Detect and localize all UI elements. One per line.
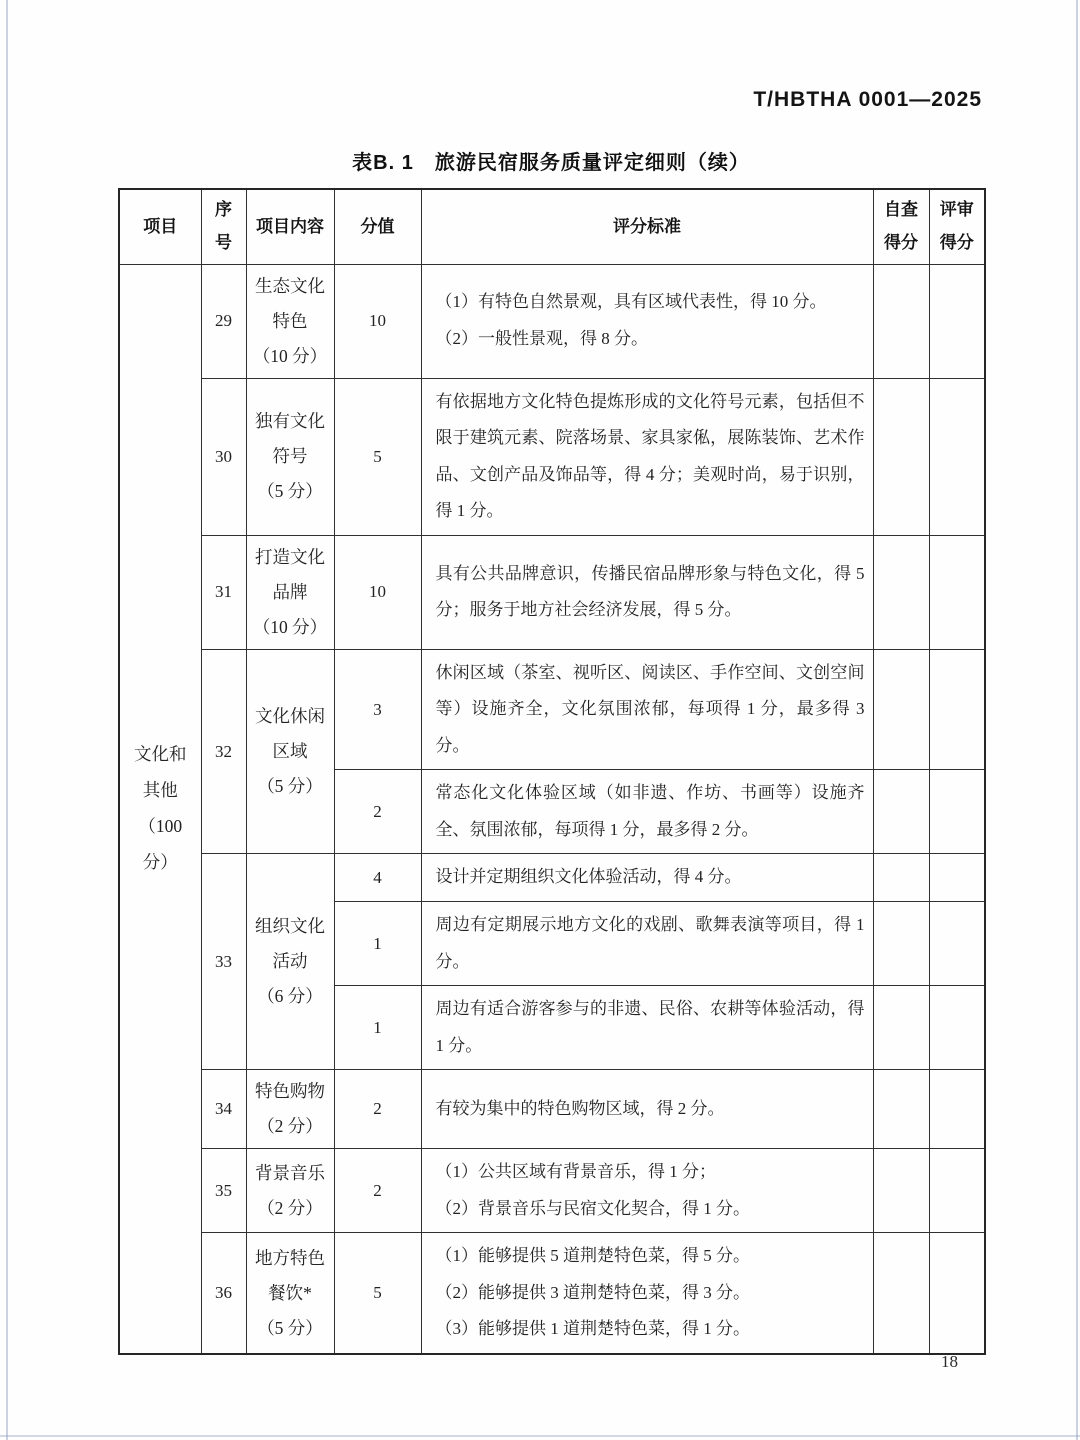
- criteria-item: 有依据地方文化特色提炼形成的文化符号元素，包括但不限于建筑元素、院落场景、家具家俬，展陈装饰、艺术作品、文创产品及饰品等，得 4 分；美观时尚，易于识别，得 1 分。: [435, 391, 865, 521]
- seq-cell: 31: [201, 535, 246, 649]
- col-header-score: [334, 189, 421, 264]
- table-row: [119, 264, 985, 378]
- self-score-cell: [873, 264, 929, 378]
- self-score-cell: [873, 854, 929, 902]
- table-row: [119, 649, 985, 770]
- score-cell: 10: [334, 264, 421, 378]
- category-cell: [119, 264, 201, 1354]
- content-line: （10 分）: [252, 345, 328, 366]
- review-score-cell: [929, 986, 985, 1070]
- criteria-item: 具有公共品牌意识，传播民宿品牌形象与特色文化，得 5 分；服务于地方社会经济发展，得 5 分。: [435, 563, 865, 620]
- score-cell: 4: [334, 854, 421, 902]
- seq-cell: 30: [201, 378, 246, 535]
- seq-cell: 35: [201, 1149, 246, 1233]
- criteria-item: 周边有定期展示地方文化的戏剧、歌舞表演等项目，得 1 分。: [435, 914, 865, 971]
- criteria-item: 有较为集中的特色购物区域，得 2 分。: [435, 1098, 725, 1118]
- col-header-review-line2: 得分: [939, 232, 974, 252]
- criteria-cell: [421, 770, 873, 854]
- self-score-cell: [873, 901, 929, 985]
- content-line: 活动: [272, 951, 308, 972]
- content-line: 生态文化: [255, 275, 325, 296]
- criteria-cell: [421, 854, 873, 902]
- criteria-cell: [421, 1149, 873, 1233]
- review-score-cell: [929, 649, 985, 770]
- criteria-cell: [421, 378, 873, 535]
- criteria-item: （2）背景音乐与民宿文化契合，得 1 分。: [435, 1198, 750, 1218]
- scan-artifact-bottom: [0, 1435, 1080, 1437]
- col-header-self-score: [873, 189, 929, 264]
- criteria-item: （2）能够提供 3 道荆楚特色菜，得 3 分。: [435, 1282, 750, 1302]
- criteria-cell: [421, 986, 873, 1070]
- content-cell: [246, 1149, 334, 1233]
- content-line: 餐饮*: [268, 1282, 312, 1303]
- content-line: 地方特色: [255, 1247, 325, 1268]
- category-line: 分）: [142, 851, 178, 872]
- review-score-cell: [929, 1070, 985, 1149]
- table-row: [119, 854, 985, 902]
- table-row: [119, 535, 985, 649]
- score-cell: 5: [334, 378, 421, 535]
- page-number: 18: [941, 1352, 958, 1371]
- content-cell: [246, 854, 334, 1070]
- criteria-item: （3）能够提供 1 道荆楚特色菜，得 1 分。: [435, 1319, 750, 1339]
- score-cell: 2: [334, 770, 421, 854]
- self-score-cell: [873, 378, 929, 535]
- col-header-score-label: 分值: [360, 216, 395, 236]
- criteria-item: （1）有特色自然景观，具有区域代表性，得 10 分。: [435, 292, 827, 312]
- criteria-item: 休闲区域（茶室、视听区、阅读区、手作空间、文创空间等）设施齐全，文化氛围浓郁，每项得 1 分，最多得 3 分。: [435, 662, 865, 755]
- self-score-cell: [873, 1233, 929, 1354]
- criteria-item: 设计并定期组织文化体验活动，得 4 分。: [435, 867, 742, 887]
- content-line: （5 分）: [257, 1317, 323, 1338]
- content-line: 符号: [272, 446, 308, 467]
- review-score-cell: [929, 378, 985, 535]
- content-line: （6 分）: [257, 986, 323, 1007]
- content-line: 特色: [272, 310, 308, 331]
- criteria-cell: [421, 264, 873, 378]
- scan-artifact-left: [6, 0, 8, 1440]
- content-line: 组织文化: [255, 916, 325, 937]
- col-header-seq-line1: 序: [215, 200, 232, 220]
- col-header-seq-line2: 号: [215, 232, 232, 252]
- col-header-content-label: 项目内容: [256, 216, 324, 236]
- review-score-cell: [929, 770, 985, 854]
- self-score-cell: [873, 535, 929, 649]
- col-header-criteria-label: 评分标准: [613, 216, 681, 236]
- self-score-cell: [873, 770, 929, 854]
- content-line: 区域: [272, 741, 308, 762]
- content-cell: [246, 378, 334, 535]
- criteria-cell: [421, 901, 873, 985]
- seq-cell: 36: [201, 1233, 246, 1354]
- review-score-cell: [929, 264, 985, 378]
- criteria-item: 周边有适合游客参与的非遗、民俗、农耕等体验活动，得 1 分。: [435, 999, 865, 1055]
- review-score-cell: [929, 535, 985, 649]
- col-header-review-score: [929, 189, 985, 264]
- seq-cell: 29: [201, 264, 246, 378]
- table-header-row: [119, 189, 985, 264]
- criteria-cell: [421, 649, 873, 770]
- content-line: 品牌: [272, 581, 308, 602]
- col-header-seq: [201, 189, 246, 264]
- criteria-cell: [421, 1070, 873, 1149]
- table-row: [119, 1149, 985, 1233]
- score-cell: 1: [334, 986, 421, 1070]
- col-header-self-line1: 自查: [884, 200, 918, 220]
- review-score-cell: [929, 901, 985, 985]
- col-header-criteria: [421, 189, 873, 264]
- score-cell: 5: [334, 1233, 421, 1354]
- content-line: （2 分）: [257, 1116, 323, 1137]
- review-score-cell: [929, 1233, 985, 1354]
- content-line: 特色购物: [255, 1081, 325, 1102]
- content-cell: [246, 1070, 334, 1149]
- score-cell: 2: [334, 1070, 421, 1149]
- self-score-cell: [873, 649, 929, 770]
- criteria-item: （2）一般性景观，得 8 分。: [435, 329, 648, 348]
- score-cell: 2: [334, 1149, 421, 1233]
- seq-cell: 32: [201, 649, 246, 854]
- content-line: （5 分）: [257, 776, 323, 797]
- col-header-content: [246, 189, 334, 264]
- col-header-item-label: 项目: [143, 216, 178, 236]
- category-line: 文化和: [134, 743, 187, 764]
- score-cell: 1: [334, 901, 421, 985]
- content-line: 打造文化: [255, 546, 325, 567]
- content-line: （2 分）: [257, 1197, 323, 1218]
- content-cell: [246, 1233, 334, 1354]
- criteria-item: 常态化文化体验区域（如非遗、作坊、书画等）设施齐全、氛围浓郁，每项得 1 分，最多得 2 分。: [435, 783, 865, 839]
- content-cell: [246, 535, 334, 649]
- category-line: 其他: [142, 779, 178, 800]
- content-cell: [246, 649, 334, 854]
- table-row: [119, 378, 985, 535]
- criteria-cell: [421, 1233, 873, 1354]
- criteria-item: （1）公共区域有背景音乐，得 1 分；: [435, 1162, 716, 1182]
- rating-table: [118, 188, 986, 1355]
- score-cell: 10: [334, 535, 421, 649]
- criteria-cell: [421, 535, 873, 649]
- self-score-cell: [873, 986, 929, 1070]
- content-cell: [246, 264, 334, 378]
- criteria-item: （1）能够提供 5 道荆楚特色菜，得 5 分。: [435, 1246, 750, 1266]
- content-line: 背景音乐: [255, 1162, 325, 1183]
- scan-artifact-right: [1076, 0, 1078, 1440]
- doc-number: T/HBTHA 0001—2025: [753, 88, 982, 111]
- table-row: [119, 1070, 985, 1149]
- review-score-cell: [929, 854, 985, 902]
- content-line: （10 分）: [252, 616, 328, 637]
- seq-cell: 33: [201, 854, 246, 1070]
- content-line: 文化休闲: [255, 706, 325, 727]
- col-header-self-line2: 得分: [884, 232, 918, 252]
- seq-cell: 34: [201, 1070, 246, 1149]
- content-line: 独有文化: [255, 411, 325, 432]
- table-row: [119, 1233, 985, 1354]
- self-score-cell: [873, 1070, 929, 1149]
- score-cell: 3: [334, 649, 421, 770]
- review-score-cell: [929, 1149, 985, 1233]
- col-header-review-line1: 评审: [939, 200, 974, 220]
- self-score-cell: [873, 1149, 929, 1233]
- table-title: 表B. 1 旅游民宿服务质量评定细则（续）: [352, 152, 750, 174]
- content-line: （5 分）: [257, 481, 323, 502]
- category-line: （100: [138, 815, 183, 836]
- col-header-item: [119, 189, 201, 264]
